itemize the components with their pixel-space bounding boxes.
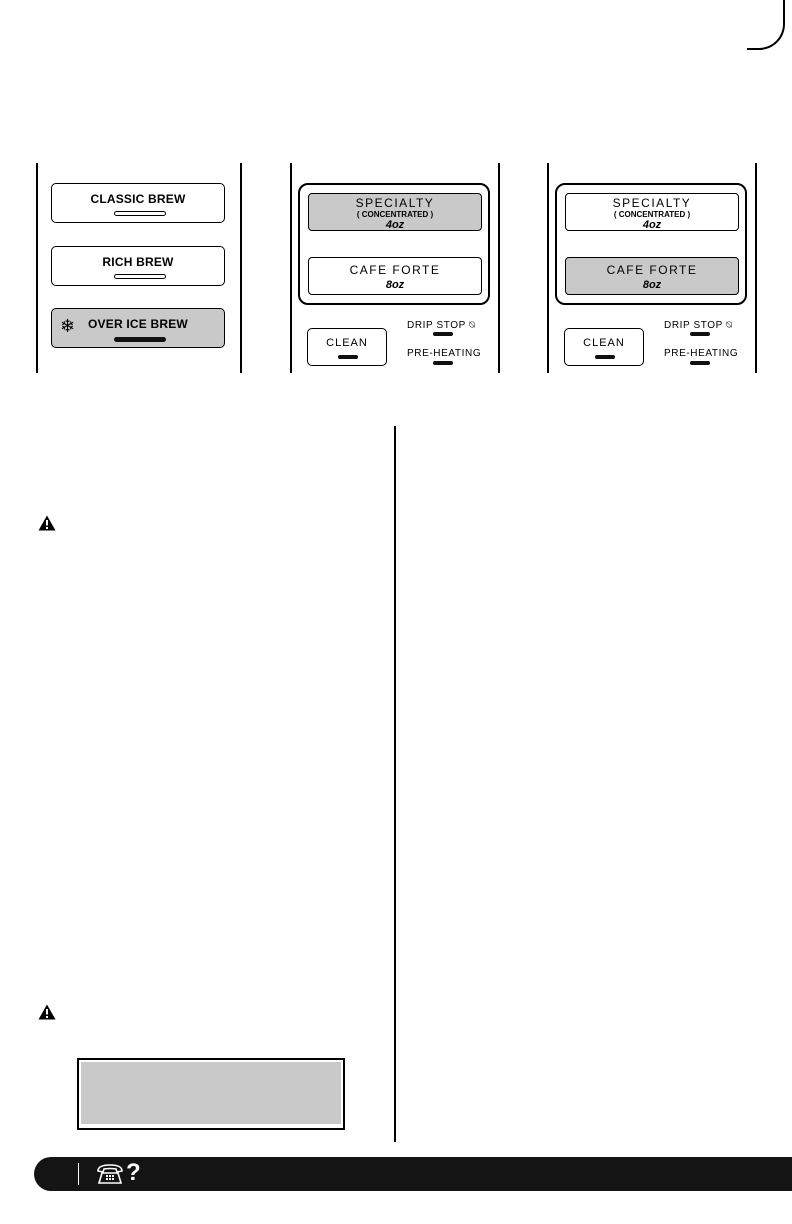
panel-edge-right [240,163,242,373]
corner-crop-mark [747,0,785,50]
classic-brew-button[interactable] [51,183,225,223]
drip-stop-icon: ⍉ [726,320,733,331]
panel-edge-right [498,163,500,373]
help-question-mark: ? [126,1159,141,1186]
clean-indicator [595,355,615,359]
drip-stop-icon: ⍉ [469,320,476,331]
preheating-indicator [433,361,453,365]
drip-stop-label [407,320,476,331]
over-ice-brew-label: OVER ICE BREW [88,317,188,331]
specialty-oz: 4oz [642,219,662,231]
footer-separator [78,1163,79,1185]
clean-button[interactable] [307,328,387,366]
panel-edge-left [290,163,292,373]
note-box-fill [81,1062,341,1124]
cafe-forte-oz: 8oz [642,279,662,291]
specialty-label: SPECIALTY [355,196,435,210]
rich-brew-label: RICH BREW [102,255,174,269]
warning-icon [38,1004,56,1020]
specialty-button[interactable] [565,193,739,231]
drip-stop-indicator [433,332,453,336]
panel-edge-left [547,163,549,373]
snowflake-icon: ❄ [60,316,76,336]
classic-brew-indicator [114,211,166,216]
drip-stop-text: DRIP STOP [664,320,723,331]
drip-stop-indicator [690,332,710,336]
size-frame [555,183,747,305]
cafe-forte-oz: 8oz [385,279,405,291]
rich-brew-indicator [114,274,166,279]
rich-brew-button[interactable] [51,246,225,286]
drip-stop-text: DRIP STOP [407,320,466,331]
size-frame [298,183,490,305]
clean-label: CLEAN [326,337,368,349]
phone-icon [95,1162,125,1186]
column-divider [394,426,396,1142]
over-ice-brew-indicator [114,337,166,342]
panel-edge-left [36,163,38,373]
clean-button[interactable] [564,328,644,366]
cafe-forte-label: CAFE FORTE [606,263,698,277]
brew-type-panel [36,163,242,373]
size-panel-specialty-selected [290,163,500,373]
note-box [77,1058,345,1130]
specialty-sub-label: ( CONCENTRATED ) [356,210,434,219]
footer-bar [34,1157,792,1191]
warning-icon [38,515,56,531]
preheating-label: PRE-HEATING [407,348,482,359]
cafe-forte-button[interactable] [308,257,482,295]
classic-brew-label: CLASSIC BREW [90,192,186,206]
specialty-oz: 4oz [385,219,405,231]
panel-edge-right [755,163,757,373]
clean-indicator [338,355,358,359]
size-panel-cafe-forte-selected [547,163,757,373]
over-ice-brew-button[interactable] [51,308,225,348]
clean-label: CLEAN [583,337,625,349]
specialty-sub-label: ( CONCENTRATED ) [613,210,691,219]
cafe-forte-label: CAFE FORTE [349,263,441,277]
specialty-button[interactable] [308,193,482,231]
preheating-indicator [690,361,710,365]
drip-stop-label [664,320,733,331]
specialty-label: SPECIALTY [612,196,692,210]
preheating-label: PRE-HEATING [664,348,739,359]
cafe-forte-button[interactable] [565,257,739,295]
